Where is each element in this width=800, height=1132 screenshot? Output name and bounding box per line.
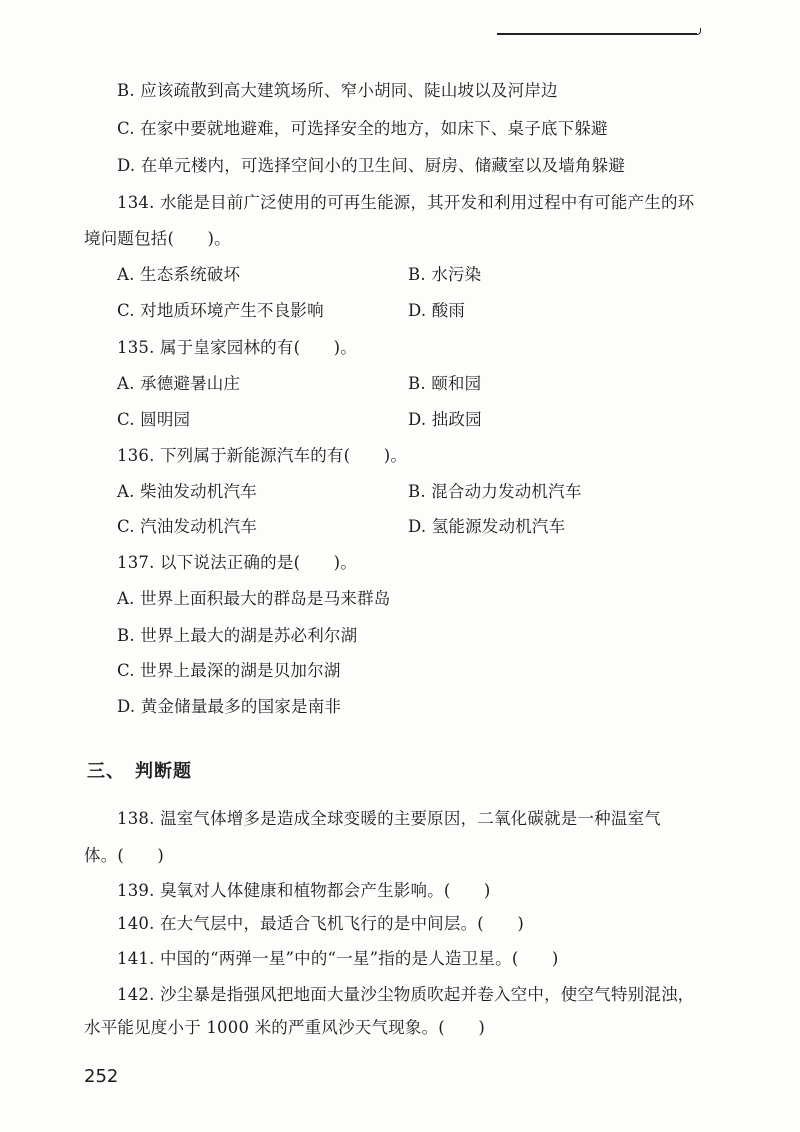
- option-line: D. 氢能源发动机汽车: [408, 517, 566, 536]
- question-line: 142. 沙尘暴是指强风把地面大量沙尘物质吹起并卷入空中，使空气特别混浊，: [117, 985, 695, 1004]
- question-line: 140. 在大气层中，最适合飞机飞行的是中间层。( ): [117, 914, 524, 933]
- option-line: B. 应该疏散到高大建筑场所、窄小胡同、陡山坡以及河岸边: [117, 81, 558, 100]
- option-line: C. 在家中要就地避难，可选择安全的地方，如床下、桌子底下躲避: [117, 119, 608, 138]
- option-line: D. 酸雨: [408, 301, 466, 320]
- question-line: 水平能见度小于 1000 米的严重风沙天气现象。( ): [84, 1018, 485, 1037]
- option-line: C. 对地质环境产生不良影响: [117, 301, 324, 320]
- option-line: B. 颐和园: [408, 374, 482, 393]
- option-line: B. 混合动力发动机汽车: [408, 482, 582, 501]
- option-line: C. 世界上最深的湖是贝加尔湖: [117, 661, 341, 680]
- header-rule: [497, 33, 697, 35]
- option-line: A. 世界上面积最大的群岛是马来群岛: [117, 589, 391, 608]
- option-line: A. 生态系统破坏: [117, 265, 241, 284]
- option-line: C. 汽油发动机汽车: [117, 517, 258, 536]
- question-line: 136. 下列属于新能源汽车的有( )。: [117, 446, 408, 465]
- option-line: A. 柴油发动机汽车: [117, 482, 257, 501]
- question-line: 135. 属于皇家园林的有( )。: [117, 338, 357, 357]
- question-line: 134. 水能是目前广泛使用的可再生能源，其开发和利用过程中有可能产生的环: [117, 193, 695, 212]
- option-line: D. 黄金储量最多的国家是南非: [117, 697, 342, 716]
- question-line: 境问题包括( )。: [84, 229, 231, 248]
- question-line: 137. 以下说法正确的是( )。: [117, 553, 357, 572]
- option-line: A. 承德避暑山庄: [117, 374, 241, 393]
- question-line: 141. 中国的“两弹一星”中的“一星”指的是人造卫星。( ): [117, 949, 559, 968]
- option-line: B. 世界上最大的湖是苏必利尔湖: [117, 626, 358, 645]
- section-title: 三、 判断题: [87, 761, 192, 782]
- question-line: 138. 温室气体增多是造成全球变暖的主要原因，二氧化碳就是一种温室气: [117, 809, 661, 828]
- option-line: C. 圆明园: [117, 410, 191, 429]
- option-line: D. 拙政园: [408, 410, 482, 429]
- option-line: B. 水污染: [408, 265, 482, 284]
- question-line: 139. 臭氧对人体健康和植物都会产生影响。( ): [117, 881, 491, 900]
- question-line: 体。( ): [84, 846, 165, 865]
- option-line: D. 在单元楼内，可选择空间小的卫生间、厨房、储藏室以及墙角躲避: [117, 156, 626, 175]
- page-number: 252: [84, 1066, 119, 1087]
